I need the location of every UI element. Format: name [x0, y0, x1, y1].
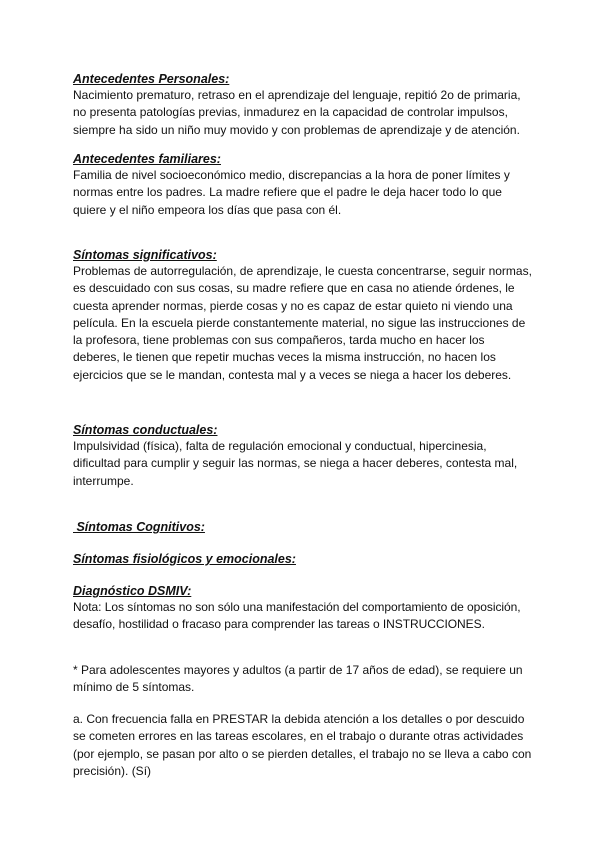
text-antecedentes-familiares: Familia de nivel socioeconómico medio, discrepancias a la hora de poner límites y normas entre los padres. La madre refiere que el padre le deja hacer todo lo que quiere y el niño empeora los días que pasa con él. — [73, 168, 510, 217]
heading-diagnostico: Diagnóstico DSMIV: — [73, 584, 192, 598]
heading-sintomas-cognitivos: Síntomas Cognitivos: — [73, 520, 205, 534]
heading-sintomas-fisiologicos: Síntomas fisiológicos y emocionales: — [73, 552, 296, 566]
section-sintomas-fisiologicos — [73, 551, 533, 567]
section-item-a — [73, 711, 533, 780]
section-sintomas-significativos — [73, 247, 533, 384]
heading-sintomas-conductuales: Síntomas conductuales: — [73, 423, 218, 437]
section-sintomas-cognitivos — [73, 519, 533, 535]
section-antecedentes-personales — [73, 71, 533, 139]
heading-antecedentes-familiares: Antecedentes familiares: — [73, 152, 221, 166]
section-sintomas-conductuales — [73, 422, 533, 490]
section-adolescentes — [73, 662, 533, 697]
text-sintomas-conductuales: Impulsividad (física), falta de regulación emocional y conductual, hipercinesia, dificultad para cumplir y seguir las normas, se niega a hacer deberes, contesta mal, interrumpe. — [73, 439, 518, 488]
text-item-a: a. Con frecuencia falla en PRESTAR la debida atención a los detalles o por descuido se cometen errores en las tareas escolares, en el trabajo o durante otras actividades (por ejemplo, se pasan por alto o se pierden detalles, el trabajo no se lleva a cabo con precisión). (Sí) — [73, 712, 532, 778]
heading-sintomas-significativos: Síntomas significativos: — [73, 248, 217, 262]
text-diagnostico-nota: Nota: Los síntomas no son sólo una manifestación del comportamiento de oposición, desafío, hostilidad o fracaso para comprender las tareas o INSTRUCCIONES. — [73, 600, 521, 632]
section-diagnostico — [73, 583, 533, 634]
text-adolescentes: * Para adolescentes mayores y adultos (a partir de 17 años de edad), se requiere un mínimo de 5 síntomas. — [73, 663, 523, 695]
text-antecedentes-personales: Nacimiento prematuro, retraso en el aprendizaje del lenguaje, repitió 2o de primaria, no presenta patologías previas, inmadurez en la capacidad de controlar impulsos, siempre ha sido un niño muy movido y con problemas de aprendizaje y de atención. — [73, 88, 521, 137]
heading-antecedentes-personales: Antecedentes Personales: — [73, 72, 230, 86]
text-sintomas-significativos: Problemas de autorregulación, de aprendizaje, le cuesta concentrarse, seguir normas, es descuidado con sus cosas, su madre refiere que en casa no atiende órdenes, le cuesta aprender normas, pierde cosas y no es capaz de estar quieto ni viendo una película. En la escuela pierde constantemente material, no sigue las instrucciones de la profesora, tiene problemas con sus compañeros, tarda mucho en hacer los deberes, le tienen que repetir muchas veces la misma instrucción, no hacen los ejercicios que se le mandan, contesta mal y a veces se niega a hacer los deberes. — [73, 264, 532, 382]
section-antecedentes-familiares — [73, 151, 533, 219]
